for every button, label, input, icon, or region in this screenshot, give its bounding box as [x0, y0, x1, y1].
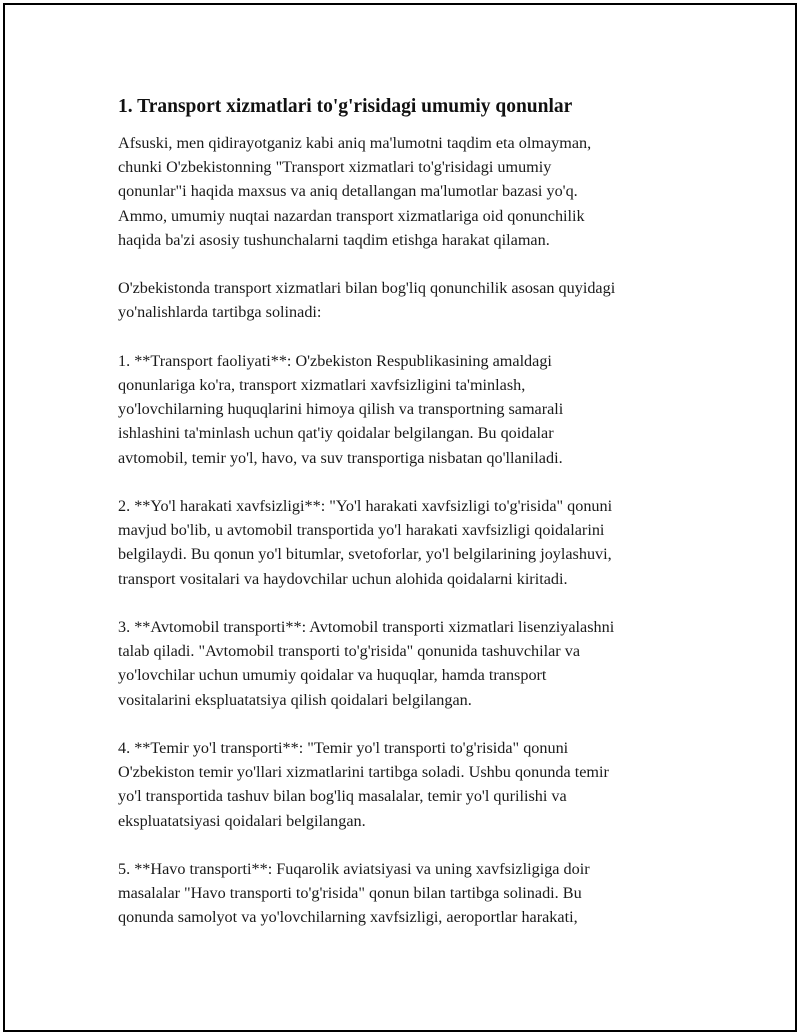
- paragraph-item-4: 4. **Temir yo'l transporti**: "Temir yo'l transporti to'g'risida" qonuni O'zbekiston temir yo'llari xizmatlarini tartibga soladi. Ushbu qonunda temir yo'l transportida tashuv bilan bog'liq masalalar, temir yo'l qurilishi va ekspluatatsiyasi qoidalari belgilangan.: [118, 739, 609, 830]
- paragraph-item-2: 2. **Yo'l harakati xavfsizligi**: "Yo'l harakati xavfsizligi to'g'risida" qonuni mavjud bo'lib, u avtomobil transportida yo'l harakati xavfsizligi qoidalarini belgilaydi. Bu qonun yo'l bitumlar, svetoforlar, yo'l belgilarining joylashuvi, transport vositalari va haydovchilar uchun alohida qoidalarni kiritadi.: [118, 497, 613, 588]
- paragraph-item-1: 1. **Transport faoliyati**: O'zbekiston Respublikasining amaldagi qonunlariga ko'ra, transport xizmatlari xavfsizligini ta'minlash, yo'lovchilarning huquqlarini himoya qilish va transportning samarali ishlashini ta'minlash uchun qat'iy qoidalar belgilangan. Bu qoidalar avtomobil, temir yo'l, havo, va suv transportiga nisbatan qo'llaniladi.: [118, 351, 564, 467]
- document-title: 1. Transport xizmatlari to'g'risidagi umumiy qonunlar: [118, 96, 573, 117]
- paragraph-intro: Afsuski, men qidirayotganiz kabi aniq ma'lumotni taqdim eta olmayman, chunki O'zbekistonning "Transport xizmatlari to'g'risidagi umumiy qonunlar"i haqida maxsus va aniq detallangan ma'lumotlar bazasi yo'q. Ammo, umumiy nuqtai nazardan transport xizmatlariga oid qonunchilik haqida ba'zi asosiy tushunchalarni taqdim etishga harakat qilaman.: [118, 134, 592, 249]
- paragraph-overview: O'zbekistonda transport xizmatlari bilan bog'liq qonunchilik asosan quyidagi yo'nalishlarda tartibga solinadi:: [118, 279, 616, 322]
- document-body: [118, 95, 698, 954]
- paragraph-item-5: 5. **Havo transporti**: Fuqarolik aviatsiyasi va uning xavfsizligiga doir masalalar "Havo transporti to'g'risida" qonun bilan tartibga solinadi. Bu qonunda samolyot va yo'lovchilarning xavfsizligi, aeroportlar harakati,: [118, 860, 590, 927]
- paragraph-item-3: 3. **Avtomobil transporti**: Avtomobil transporti xizmatlari lisenziyalashni talab qiladi. "Avtomobil transporti to'g'risida" qonunida tashuvchilar va yo'lovchilar uchun umumiy qoidalar va huquqlar, hamda transport vositalarini ekspluatatsiya qilish qoidalari belgilangan.: [118, 618, 615, 709]
